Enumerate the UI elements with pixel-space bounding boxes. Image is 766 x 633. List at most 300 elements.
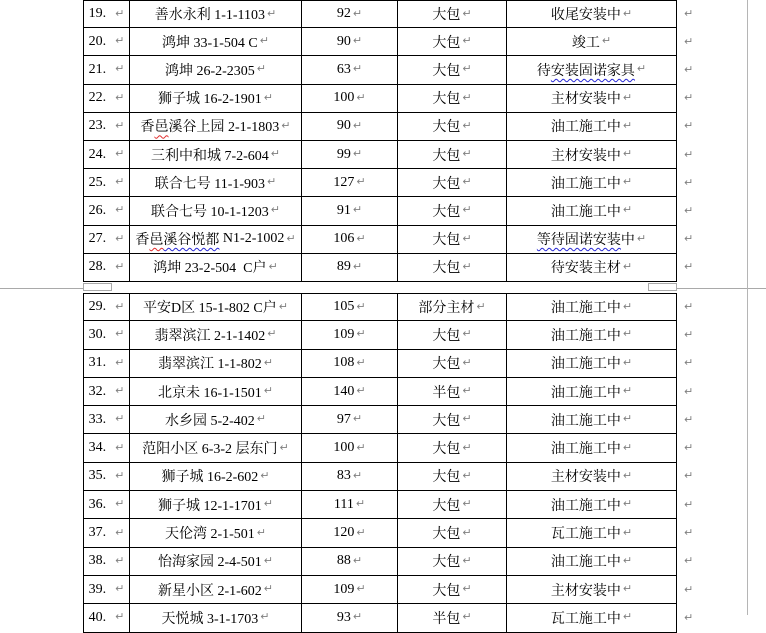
address-cell[interactable] xyxy=(130,0,302,28)
area-cell[interactable] xyxy=(302,293,398,321)
row-end-mark xyxy=(677,85,701,113)
seq-cell[interactable] xyxy=(83,378,130,406)
cell-text: 三利中和城 7-2-604 xyxy=(150,148,269,164)
end-of-cell-mark: ↵ xyxy=(115,412,125,426)
cell-text: 翡翠滨江 1-1-802 xyxy=(157,357,262,373)
area-cell[interactable] xyxy=(302,321,398,349)
cell-text: 主材安装中 xyxy=(550,148,621,164)
end-of-cell-mark: ↵ xyxy=(352,62,363,76)
address-cell[interactable] xyxy=(130,56,302,84)
cell-text: 25. xyxy=(88,174,107,190)
end-of-cell-mark: ↵ xyxy=(355,497,366,511)
end-of-row-mark-glyph: ↵ xyxy=(684,327,694,341)
end-of-cell-mark: ↵ xyxy=(115,6,125,20)
cell-text: 33. xyxy=(88,411,107,427)
end-of-row-mark-glyph: ↵ xyxy=(684,203,694,217)
cell-text: 范阳小区 6-3-2 层东门 xyxy=(142,442,278,458)
end-of-cell-mark: ↵ xyxy=(281,118,291,132)
end-of-cell-mark: ↵ xyxy=(462,34,472,48)
wavy-underlined-text: 邑 xyxy=(149,233,164,249)
address-cell[interactable] xyxy=(130,113,302,141)
area-cell[interactable] xyxy=(302,254,398,282)
address-cell[interactable] xyxy=(130,519,302,547)
end-of-row-mark-glyph: ↵ xyxy=(684,175,694,189)
cell-text: 120 xyxy=(333,525,355,541)
seq-cell[interactable] xyxy=(83,28,130,56)
end-of-cell-mark: ↵ xyxy=(356,525,366,539)
package-cell[interactable] xyxy=(398,604,507,632)
end-of-row-mark-glyph: ↵ xyxy=(684,356,694,370)
end-of-cell-mark: ↵ xyxy=(462,468,472,482)
end-of-cell-mark: ↵ xyxy=(263,582,274,596)
address-cell[interactable] xyxy=(130,548,302,576)
row-end-mark xyxy=(677,406,701,434)
end-of-cell-mark: ↵ xyxy=(462,90,472,104)
end-of-cell-mark: ↵ xyxy=(462,412,472,426)
cell-text: 89 xyxy=(336,259,351,275)
end-of-cell-mark: ↵ xyxy=(115,175,125,189)
end-of-cell-mark: ↵ xyxy=(115,259,125,273)
end-of-cell-mark: ↵ xyxy=(115,231,125,245)
cell-text: 88 xyxy=(336,553,351,569)
area-cell[interactable] xyxy=(302,463,398,491)
cell-text: 收尾安装中 xyxy=(550,8,621,24)
seq-cell[interactable] xyxy=(83,519,130,547)
end-of-cell-mark: ↵ xyxy=(622,412,633,426)
status-cell[interactable] xyxy=(507,378,677,406)
cell-text: 油工施工中 xyxy=(550,328,621,344)
end-of-cell-mark: ↵ xyxy=(352,259,363,273)
seq-cell[interactable] xyxy=(83,197,130,225)
address-cell[interactable] xyxy=(130,491,302,519)
cell-text: 140 xyxy=(333,383,355,399)
end-of-cell-mark: ↵ xyxy=(462,118,472,132)
wavy-underlined-text: 溪谷悦都 xyxy=(163,233,220,249)
cell-text: 大包 xyxy=(432,148,461,164)
cell-text: 平安D区 15-1-802 C户 xyxy=(143,301,277,317)
end-of-cell-mark: ↵ xyxy=(636,231,647,245)
end-of-row-mark-glyph: ↵ xyxy=(684,147,694,161)
address-cell[interactable] xyxy=(130,226,302,254)
cell-text: 主材安装中 xyxy=(550,583,621,599)
cell-text: 34. xyxy=(88,440,107,456)
address-cell[interactable] xyxy=(130,169,302,197)
package-cell[interactable] xyxy=(398,576,507,604)
package-cell[interactable] xyxy=(398,406,507,434)
cell-text: 108 xyxy=(333,355,355,371)
cell-text: 大包 xyxy=(432,470,461,486)
cell-text: 油工施工中 xyxy=(550,301,621,317)
package-cell[interactable] xyxy=(398,491,507,519)
end-of-cell-mark: ↵ xyxy=(352,610,363,624)
end-of-cell-mark: ↵ xyxy=(622,175,633,189)
row-end-mark xyxy=(677,141,701,169)
package-cell[interactable] xyxy=(398,519,507,547)
end-of-cell-mark: ↵ xyxy=(462,497,472,511)
row-end-mark xyxy=(677,226,701,254)
cell-text: 90 xyxy=(336,118,351,134)
status-cell[interactable] xyxy=(507,406,677,434)
cell-text: 大包 xyxy=(432,233,461,249)
package-cell[interactable] xyxy=(398,0,507,28)
cell-text: 97 xyxy=(336,411,351,427)
address-cell[interactable] xyxy=(130,378,302,406)
status-cell[interactable] xyxy=(507,197,677,225)
cell-text: 27. xyxy=(88,231,107,247)
seq-cell[interactable] xyxy=(83,350,130,378)
end-of-cell-mark: ↵ xyxy=(622,299,633,313)
area-cell[interactable] xyxy=(302,169,398,197)
row-end-mark xyxy=(677,350,701,378)
end-of-cell-mark: ↵ xyxy=(622,118,633,132)
end-of-cell-mark: ↵ xyxy=(356,231,366,245)
area-cell[interactable] xyxy=(302,406,398,434)
package-cell[interactable] xyxy=(398,169,507,197)
end-of-cell-mark: ↵ xyxy=(622,582,633,596)
package-cell[interactable] xyxy=(398,254,507,282)
seq-cell[interactable] xyxy=(83,463,130,491)
area-cell[interactable] xyxy=(302,604,398,632)
address-cell[interactable] xyxy=(130,434,302,462)
cell-text: 中 xyxy=(620,233,635,249)
end-of-cell-mark: ↵ xyxy=(622,497,633,511)
seq-cell[interactable] xyxy=(83,406,130,434)
end-of-cell-mark: ↵ xyxy=(462,355,472,369)
area-cell[interactable] xyxy=(302,28,398,56)
end-of-cell-mark: ↵ xyxy=(352,34,363,48)
end-of-cell-mark: ↵ xyxy=(622,525,633,539)
end-of-cell-mark: ↵ xyxy=(115,525,125,539)
row-end-mark xyxy=(677,0,701,28)
end-of-cell-mark: ↵ xyxy=(352,468,363,482)
end-of-cell-mark: ↵ xyxy=(260,610,270,624)
end-of-cell-mark: ↵ xyxy=(352,553,363,567)
cell-text: 油工施工中 xyxy=(550,413,621,429)
end-of-cell-mark: ↵ xyxy=(115,553,125,567)
end-of-cell-mark: ↵ xyxy=(259,34,269,48)
status-cell[interactable] xyxy=(507,548,677,576)
end-of-cell-mark: ↵ xyxy=(115,610,125,624)
area-cell[interactable] xyxy=(302,141,398,169)
status-cell[interactable] xyxy=(507,226,677,254)
seq-cell[interactable] xyxy=(83,254,130,282)
end-of-cell-mark: ↵ xyxy=(115,327,125,341)
package-cell[interactable] xyxy=(398,321,507,349)
cell-text: 溪谷上园 2-1-1803 xyxy=(168,120,280,136)
end-of-row-mark-glyph: ↵ xyxy=(684,34,694,48)
package-cell[interactable] xyxy=(398,56,507,84)
package-cell[interactable] xyxy=(398,548,507,576)
address-cell[interactable] xyxy=(130,406,302,434)
end-of-cell-mark: ↵ xyxy=(115,203,125,217)
area-cell[interactable] xyxy=(302,434,398,462)
seq-cell[interactable] xyxy=(83,321,130,349)
address-cell[interactable] xyxy=(130,321,302,349)
cell-text: 92 xyxy=(336,6,351,22)
end-of-cell-mark: ↵ xyxy=(356,582,366,596)
area-cell[interactable] xyxy=(302,0,398,28)
cell-text: N1-2-1002 xyxy=(219,231,285,247)
seq-cell[interactable] xyxy=(83,293,130,321)
seq-cell[interactable] xyxy=(83,56,130,84)
end-of-cell-mark: ↵ xyxy=(115,384,125,398)
cell-text: 22. xyxy=(88,90,107,106)
seq-cell[interactable] xyxy=(83,491,130,519)
wavy-underlined-text: 等待固诺安装 xyxy=(536,233,621,249)
area-cell[interactable] xyxy=(302,350,398,378)
cell-text: 油工施工中 xyxy=(550,385,621,401)
end-of-row-mark-glyph: ↵ xyxy=(684,441,694,455)
end-of-cell-mark: ↵ xyxy=(462,440,472,454)
row-end-mark xyxy=(677,491,701,519)
end-of-cell-mark: ↵ xyxy=(356,175,366,189)
end-of-cell-mark: ↵ xyxy=(286,231,296,245)
end-of-row-mark-glyph: ↵ xyxy=(684,232,694,246)
area-cell[interactable] xyxy=(302,197,398,225)
end-of-cell-mark: ↵ xyxy=(115,468,125,482)
end-of-cell-mark: ↵ xyxy=(267,6,277,20)
status-cell[interactable] xyxy=(507,491,677,519)
seq-cell[interactable] xyxy=(83,604,130,632)
end-of-cell-mark: ↵ xyxy=(462,259,472,273)
row-end-mark xyxy=(677,113,701,141)
end-of-cell-mark: ↵ xyxy=(356,355,366,369)
status-cell[interactable] xyxy=(507,85,677,113)
area-cell[interactable] xyxy=(302,85,398,113)
cell-text: 大包 xyxy=(432,8,461,24)
seq-cell[interactable] xyxy=(83,576,130,604)
cell-text: 大包 xyxy=(432,413,461,429)
end-of-cell-mark: ↵ xyxy=(622,468,633,482)
cell-text: 109 xyxy=(333,326,355,342)
cell-text: 油工施工中 xyxy=(550,204,621,220)
cell-text: 35. xyxy=(88,468,107,484)
seq-cell[interactable] xyxy=(83,548,130,576)
seq-cell[interactable] xyxy=(83,169,130,197)
address-cell[interactable] xyxy=(130,576,302,604)
end-of-row-mark-glyph: ↵ xyxy=(684,6,694,20)
end-of-cell-mark: ↵ xyxy=(115,299,125,313)
cell-text: 油工施工中 xyxy=(550,442,621,458)
end-of-cell-mark: ↵ xyxy=(115,34,125,48)
end-of-row-mark-glyph: ↵ xyxy=(684,412,694,426)
status-cell[interactable] xyxy=(507,254,677,282)
address-cell[interactable] xyxy=(130,254,302,282)
package-cell[interactable] xyxy=(398,293,507,321)
package-cell[interactable] xyxy=(398,85,507,113)
cell-text: 联合七号 11-1-903 xyxy=(154,176,266,192)
end-of-cell-mark: ↵ xyxy=(267,327,277,341)
area-cell[interactable] xyxy=(302,519,398,547)
cell-text: 106 xyxy=(333,231,355,247)
end-of-cell-mark: ↵ xyxy=(601,34,612,48)
cell-text: 90 xyxy=(336,33,351,49)
end-of-cell-mark: ↵ xyxy=(356,384,366,398)
row-end-mark xyxy=(677,28,701,56)
cell-text: 大包 xyxy=(432,120,461,136)
end-of-cell-mark: ↵ xyxy=(256,62,267,76)
row-end-mark xyxy=(677,463,701,491)
status-cell[interactable] xyxy=(507,519,677,547)
end-of-row-mark-glyph: ↵ xyxy=(684,497,694,511)
cell-text: 20. xyxy=(88,33,107,49)
status-cell[interactable] xyxy=(507,113,677,141)
address-cell[interactable] xyxy=(130,350,302,378)
cell-text: 大包 xyxy=(432,442,461,458)
cell-text: 待安装主材 xyxy=(550,261,621,277)
package-cell[interactable] xyxy=(398,141,507,169)
end-of-cell-mark: ↵ xyxy=(462,231,472,245)
end-of-cell-mark: ↵ xyxy=(622,384,633,398)
address-cell[interactable] xyxy=(130,197,302,225)
address-cell[interactable] xyxy=(130,85,302,113)
end-of-cell-mark: ↵ xyxy=(352,412,363,426)
area-cell[interactable] xyxy=(302,56,398,84)
cell-text: 26. xyxy=(88,202,107,218)
end-of-cell-mark: ↵ xyxy=(462,175,472,189)
end-of-cell-mark: ↵ xyxy=(115,147,125,161)
end-of-cell-mark: ↵ xyxy=(356,440,366,454)
seq-cell[interactable] xyxy=(83,0,130,28)
cell-text: 油工施工中 xyxy=(550,555,621,571)
end-of-cell-mark: ↵ xyxy=(270,203,281,217)
status-cell[interactable] xyxy=(507,321,677,349)
cell-text: 30. xyxy=(88,326,107,342)
end-of-cell-mark: ↵ xyxy=(356,327,366,341)
package-cell[interactable] xyxy=(398,350,507,378)
cell-text: 香 xyxy=(135,233,150,249)
status-cell[interactable] xyxy=(507,463,677,491)
status-cell[interactable] xyxy=(507,0,677,28)
end-of-row-mark-glyph: ↵ xyxy=(684,610,694,624)
row-end-mark xyxy=(677,321,701,349)
cell-text: 油工施工中 xyxy=(550,498,621,514)
area-cell[interactable] xyxy=(302,548,398,576)
cell-text: 大包 xyxy=(432,204,461,220)
cell-text: 半包 xyxy=(432,611,461,627)
end-of-cell-mark: ↵ xyxy=(352,118,363,132)
end-of-cell-mark: ↵ xyxy=(279,440,289,454)
row-end-mark xyxy=(677,56,701,84)
cell-text: 105 xyxy=(333,299,355,315)
area-cell[interactable] xyxy=(302,491,398,519)
address-cell[interactable] xyxy=(130,28,302,56)
row-end-mark xyxy=(677,197,701,225)
status-cell[interactable] xyxy=(507,576,677,604)
cell-text: 部分主材 xyxy=(418,301,475,317)
cell-text: 油工施工中 xyxy=(550,176,621,192)
cell-text: 127 xyxy=(333,174,355,190)
status-cell[interactable] xyxy=(507,169,677,197)
cell-text: 100 xyxy=(333,440,355,456)
end-of-cell-mark: ↵ xyxy=(263,384,274,398)
seq-cell[interactable] xyxy=(83,434,130,462)
row-end-mark xyxy=(677,519,701,547)
end-of-cell-mark: ↵ xyxy=(462,62,472,76)
status-cell[interactable] xyxy=(507,434,677,462)
row-end-mark xyxy=(677,169,701,197)
end-of-cell-mark: ↵ xyxy=(115,62,125,76)
seq-cell[interactable] xyxy=(83,113,130,141)
status-cell[interactable] xyxy=(507,28,677,56)
end-of-cell-mark: ↵ xyxy=(278,299,288,313)
cell-text: 40. xyxy=(88,609,107,625)
package-cell[interactable] xyxy=(398,197,507,225)
cell-text: 99 xyxy=(336,146,351,162)
area-cell[interactable] xyxy=(302,226,398,254)
end-of-row-mark-glyph: ↵ xyxy=(684,469,694,483)
end-of-cell-mark: ↵ xyxy=(115,90,125,104)
end-of-row-mark-glyph: ↵ xyxy=(684,91,694,105)
end-of-row-mark-glyph: ↵ xyxy=(684,554,694,568)
area-cell[interactable] xyxy=(302,378,398,406)
package-cell[interactable] xyxy=(398,226,507,254)
seq-cell[interactable] xyxy=(83,85,130,113)
cell-text: 狮子城 12-1-1701 xyxy=(157,498,262,514)
cell-text: 83 xyxy=(336,468,351,484)
address-cell[interactable] xyxy=(130,293,302,321)
area-cell[interactable] xyxy=(302,113,398,141)
cell-text: 21. xyxy=(88,61,107,77)
status-cell[interactable] xyxy=(507,604,677,632)
address-cell[interactable] xyxy=(130,463,302,491)
end-of-cell-mark: ↵ xyxy=(115,440,125,454)
end-of-cell-mark: ↵ xyxy=(462,384,472,398)
end-of-cell-mark: ↵ xyxy=(622,259,633,273)
cell-text: 大包 xyxy=(432,92,461,108)
end-of-cell-mark: ↵ xyxy=(263,90,274,104)
seq-cell[interactable] xyxy=(83,141,130,169)
status-cell[interactable] xyxy=(507,293,677,321)
end-of-cell-mark: ↵ xyxy=(263,497,274,511)
row-end-mark xyxy=(677,434,701,462)
package-cell[interactable] xyxy=(398,463,507,491)
package-cell[interactable] xyxy=(398,434,507,462)
project-table-page1 xyxy=(83,0,701,282)
cell-text: 竣工 xyxy=(571,35,600,51)
end-of-row-mark-glyph: ↵ xyxy=(684,119,694,133)
package-cell[interactable] xyxy=(398,113,507,141)
cell-text: 大包 xyxy=(432,498,461,514)
address-cell[interactable] xyxy=(130,141,302,169)
end-of-cell-mark: ↵ xyxy=(462,610,472,624)
page-edge-line xyxy=(747,0,748,615)
cell-text: 32. xyxy=(88,383,107,399)
row-end-mark xyxy=(677,378,701,406)
status-cell[interactable] xyxy=(507,141,677,169)
cell-text: 109 xyxy=(333,581,355,597)
status-cell[interactable] xyxy=(507,350,677,378)
address-cell[interactable] xyxy=(130,604,302,632)
cell-text: 29. xyxy=(88,299,107,315)
status-cell[interactable] xyxy=(507,56,677,84)
package-cell[interactable] xyxy=(398,378,507,406)
area-cell[interactable] xyxy=(302,576,398,604)
package-cell[interactable] xyxy=(398,28,507,56)
cell-text: 主材安装中 xyxy=(550,470,621,486)
seq-cell[interactable] xyxy=(83,226,130,254)
cell-text: 大包 xyxy=(432,63,461,79)
cell-text: 待 xyxy=(536,63,551,79)
cell-text: 新星小区 2-1-602 xyxy=(157,583,262,599)
end-of-cell-mark: ↵ xyxy=(462,582,472,596)
cell-text: 鸿坤 23-2-504 C户 xyxy=(153,261,267,277)
cell-text: 联合七号 10-1-1203 xyxy=(150,204,269,220)
cell-text: 半包 xyxy=(432,385,461,401)
cell-text: 大包 xyxy=(432,527,461,543)
cell-text: 大包 xyxy=(432,583,461,599)
end-of-row-mark-glyph: ↵ xyxy=(684,384,694,398)
